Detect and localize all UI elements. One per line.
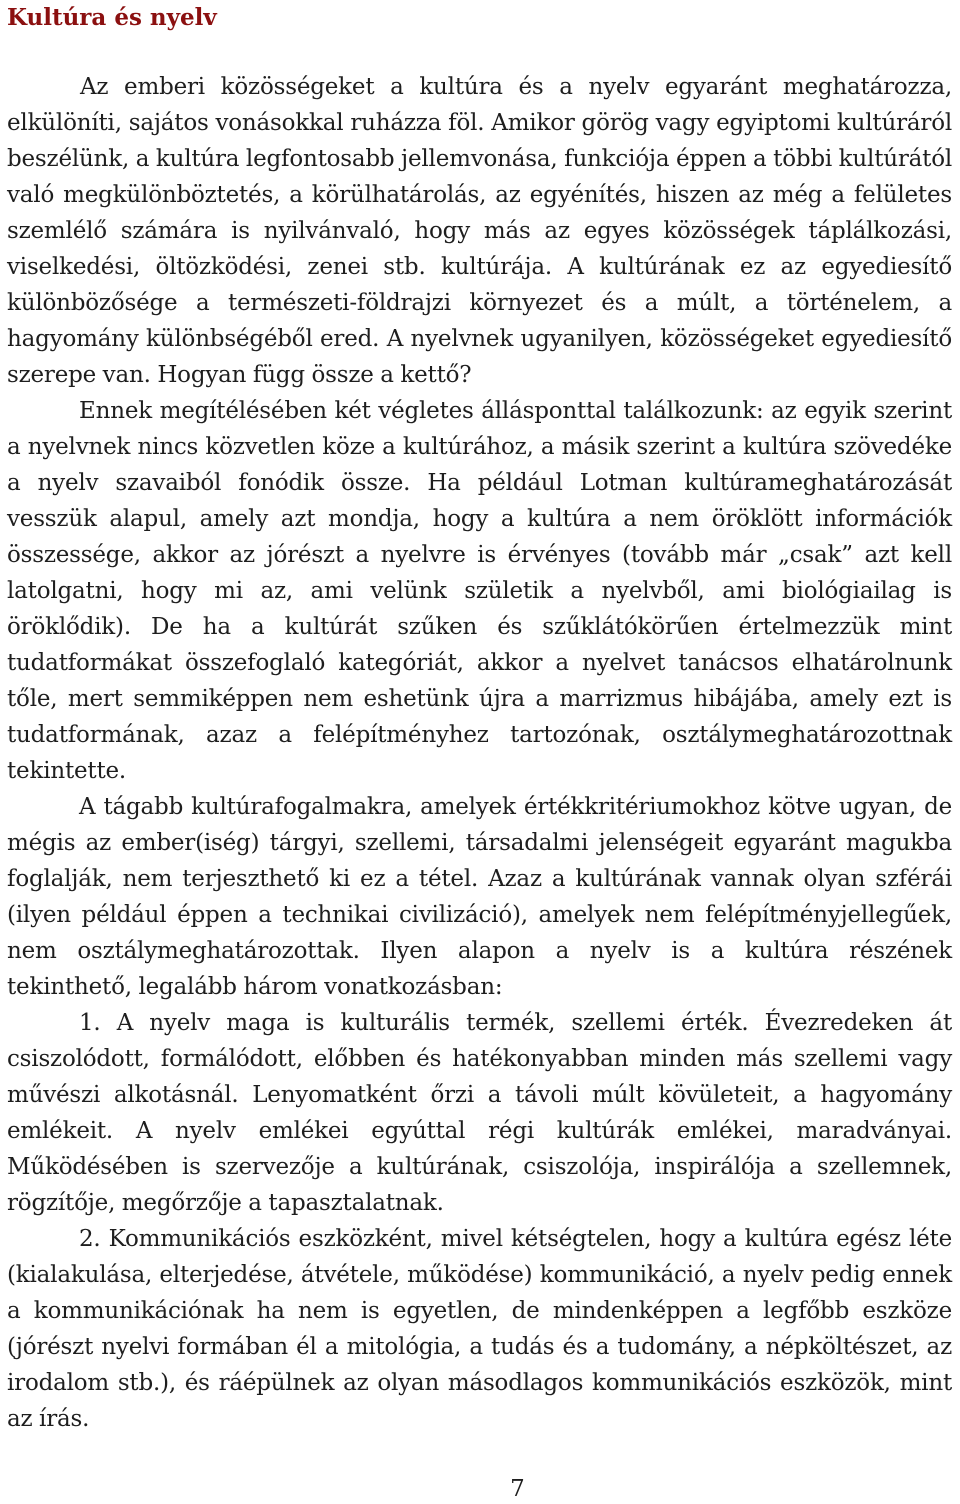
paragraph-1: Az emberi közösségeket a kultúra és a nyelv egyaránt meghatározza, elkülöníti, sajátos vonásokkal ruházza föl. Amikor görög vagy egyiptomi kultúráról beszélünk, a kultúra legfontosabb jellemvonása, funkciója éppen a többi kultúrától való megkülönböztetés, a körülhatárolás, az egyénítés, hiszen az még a felületes szemlélő számára is nyilvánvaló, hogy más az egyes közösségek táplálkozási, viselkedési, öltözködési, zenei stb. kultúrája. A kultúrának ez az egyediesítő különbözősége a természeti-földrajzi környezet és a múlt, a történelem, a hagyomány különbségéből ered. A nyelvnek ugyanilyen, közösségeket egyediesítő szerepe van. Hogyan függ össze a kettő? <box>7 74 952 388</box>
page-number: 7 <box>510 1476 525 1502</box>
paragraph-4: 1. A nyelv maga is kulturális termék, szellemi érték. Évezredeken át csiszolódott, formálódott, előbben és hatékonyabban minden más szellemi vagy művészi alkotásnál. Lenyomatként őrzi a távoli múlt kövületeit, a hagyomány emlékeit. A nyelv emlékei egyúttal régi kultúrák emlékei, maradványai. Működésében is szervezője a kultúrának, csiszolója, inspirálója a szellemnek, rögzítője, megőrzője a tapasztalatnak. <box>7 1010 952 1216</box>
paragraph-3: A tágabb kultúrafogalmakra, amelyek értékkritériumokhoz kötve ugyan, de mégis az ember(iség) tárgyi, szellemi, társadalmi jelenségeit egyaránt magukba foglalják, nem terjeszthető ki ez a tétel. Azaz a kultúrának vannak olyan szférái (ilyen például éppen a technikai civilizáció), amelyek nem felépítményjellegűek, nem osztálymeghatározottak. Ilyen alapon a nyelv is a kultúra részének tekinthető, legalább három vonatkozásban: <box>7 794 952 1000</box>
document-body <box>7 69 952 1437</box>
paragraph-5: 2. Kommunikációs eszközként, mivel kétségtelen, hogy a kultúra egész léte (kialakulása, elterjedése, átvétele, működése) kommunikáció, a nyelv pedig ennek a kommunikációnak ha nem is egyetlen, de mindenképpen a legfőbb eszköze (jórészt nyelvi formában él a mitológia, a tudás és a tudomány, a népköltészet, az irodalom stb.), és ráépülnek az olyan másodlagos kommunikációs eszközök, mint az írás. <box>7 1226 952 1432</box>
page-title: Kultúra és nyelv <box>7 4 217 31</box>
paragraph-2: Ennek megítélésében két végletes állásponttal találkozunk: az egyik szerint a nyelvnek nincs közvetlen köze a kultúrához, a másik szerint a kultúra szövedéke a nyelv szavaiból fonódik össze. Ha például Lotman kultúrameghatározását vesszük alapul, amely azt mondja, hogy a kultúra a nem öröklött információk összessége, akkor az jórészt a nyelvre is érvényes (tovább már „csak” azt kell latolgatni, hogy mi az, ami velünk születik a nyelvből, ami biológiailag is öröklődik). De ha a kultúrát szűken és szűklátókörűen értelmezzük mint tudatformákat összefoglaló kategóriát, akkor a nyelvet tanácsos elhatárolnunk tőle, mert semmiképpen nem eshetünk újra a marrizmus hibájába, amely ezt is tudatformának, azaz a felépítményhez tartozónak, osztálymeghatározottnak tekintette. <box>7 398 952 784</box>
